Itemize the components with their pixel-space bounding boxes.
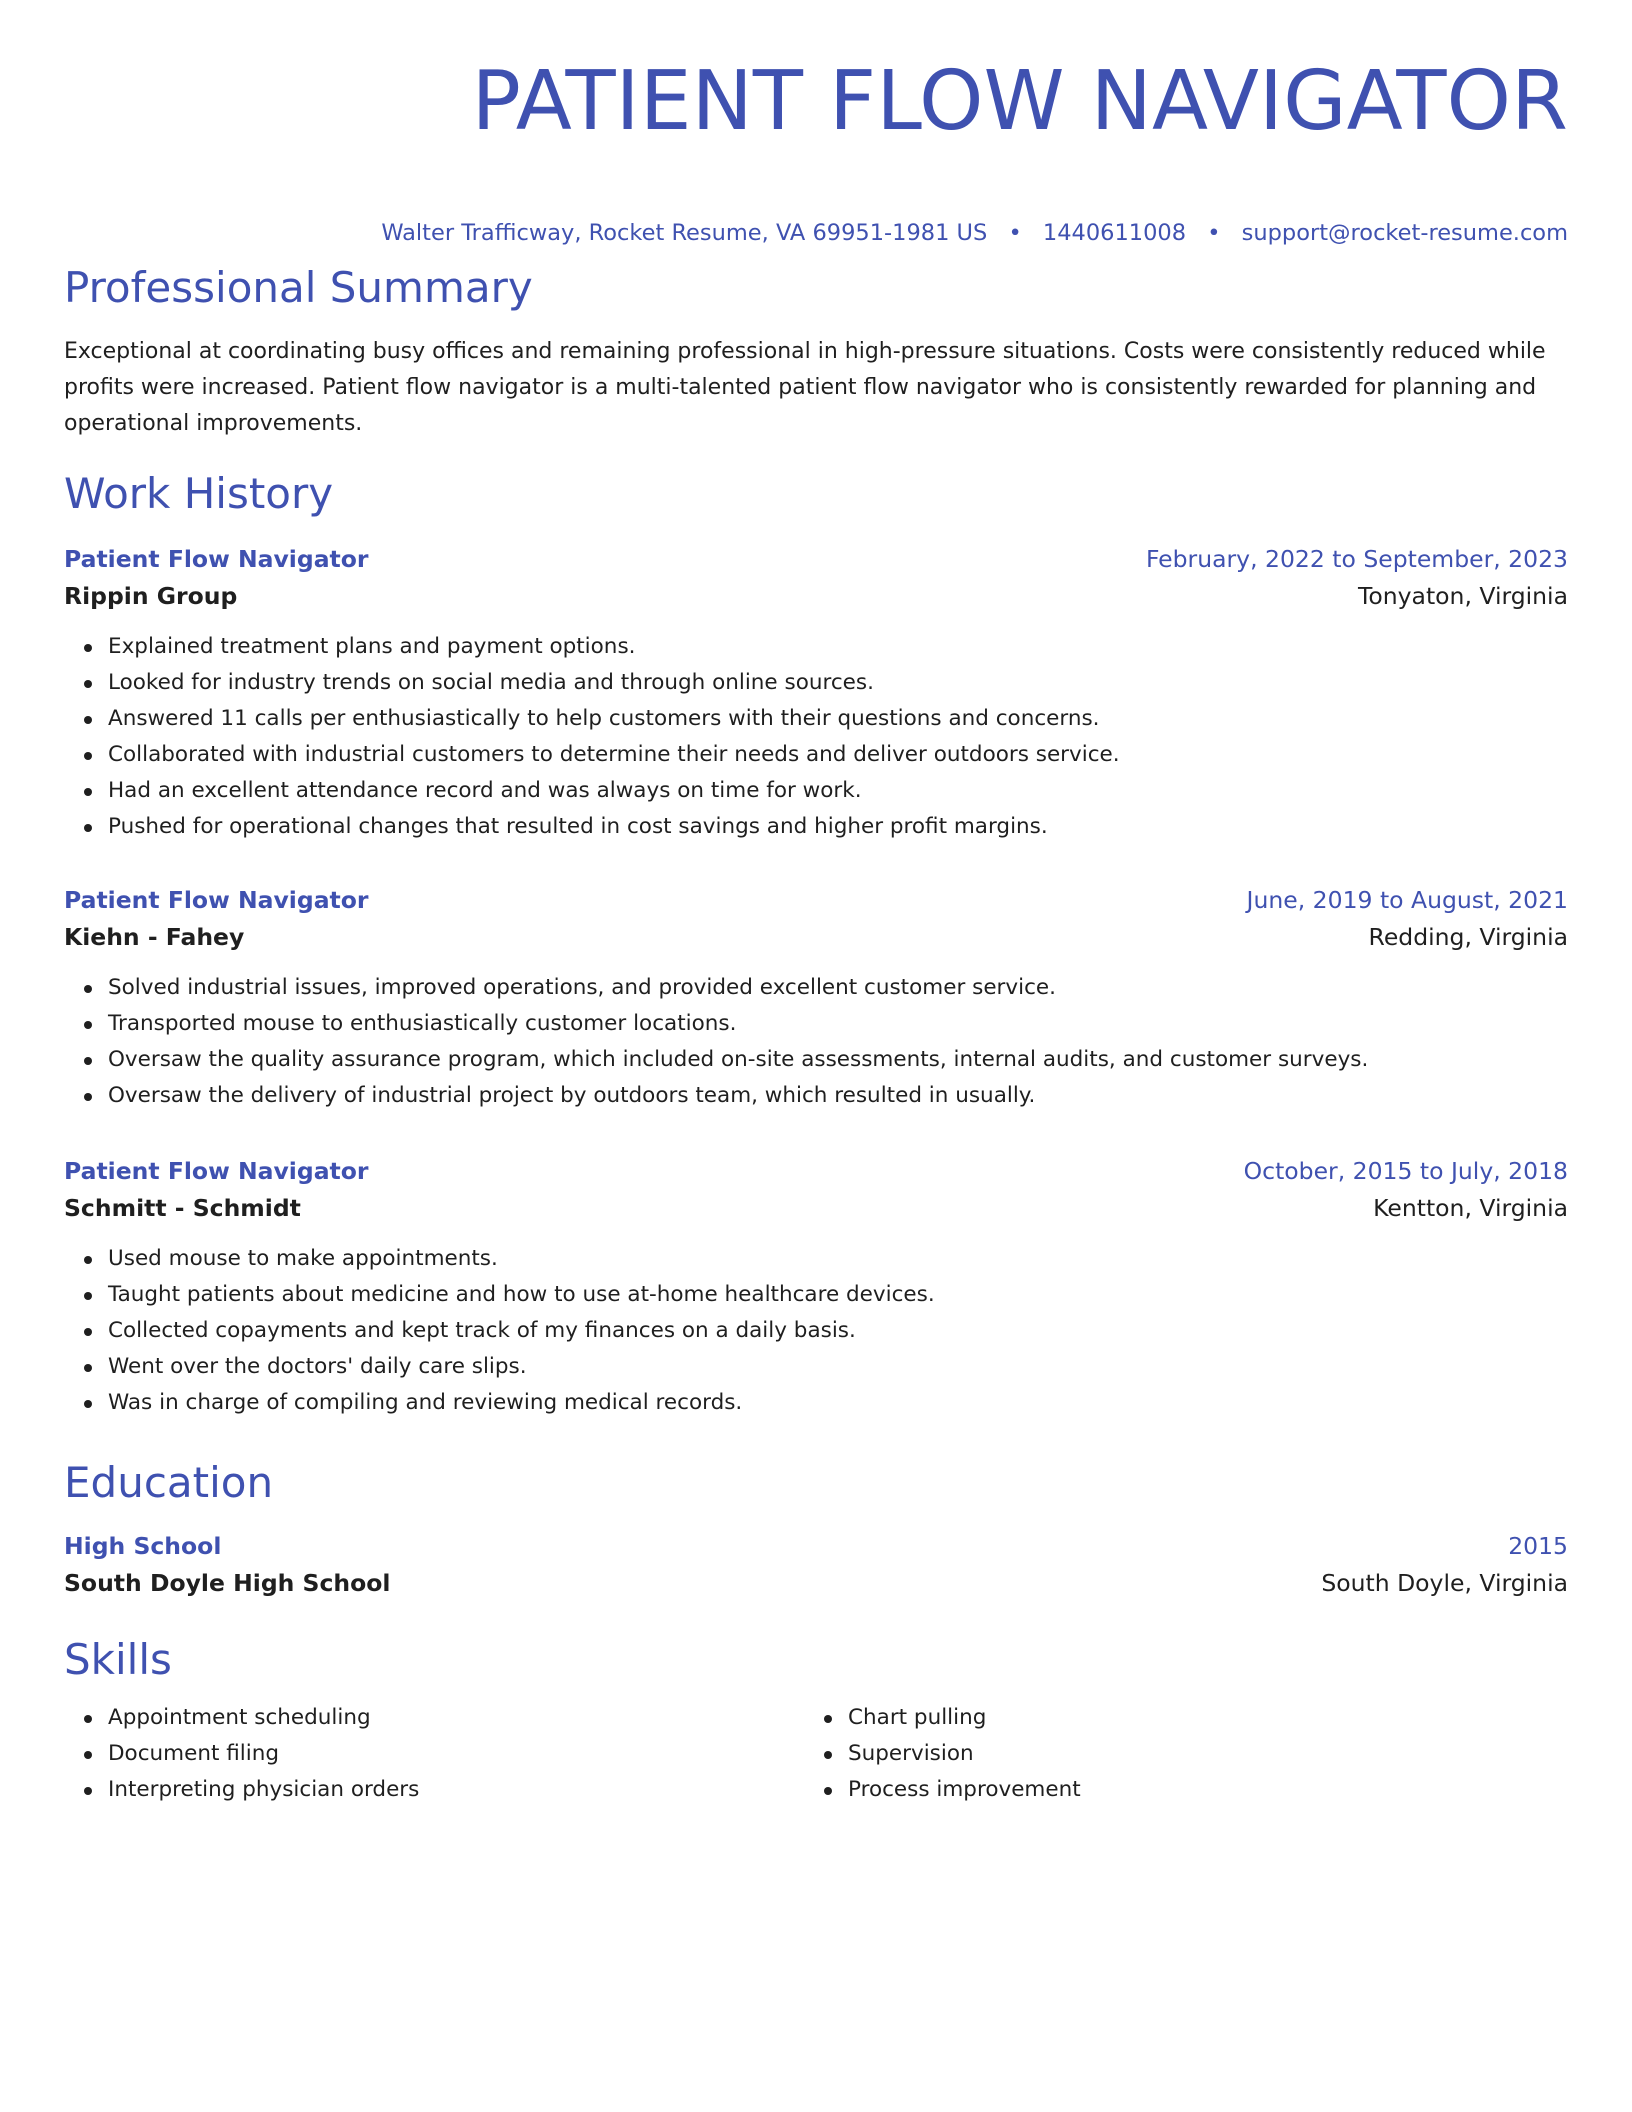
job-bullets <box>64 1241 1568 1421</box>
work-history-heading: Work History <box>64 469 334 518</box>
education-year: 2015 <box>1508 1532 1568 1560</box>
school-location: South Doyle, Virginia <box>1321 1569 1568 1597</box>
job-bullet: Collaborated with industrial customers to determine their needs and deliver outdoors service. <box>108 737 1568 773</box>
contact-email: support@rocket-resume.com <box>1241 220 1568 246</box>
job-bullet: Was in charge of compiling and reviewing medical records. <box>108 1385 1568 1421</box>
skill-item: Process improvement <box>848 1772 1544 1808</box>
job-dates: February, 2022 to September, 2023 <box>1145 545 1568 573</box>
resume-header <box>64 52 1568 248</box>
skills-list <box>64 1700 1568 1808</box>
company-name: Rippin Group <box>64 582 238 610</box>
job-bullet: Oversaw the delivery of industrial project by outdoors team, which resulted in usually. <box>108 1078 1568 1114</box>
job-entry <box>64 1153 1568 1421</box>
education-heading: Education <box>64 1458 274 1507</box>
skills-heading: Skills <box>64 1635 172 1684</box>
summary-heading: Professional Summary <box>64 263 533 312</box>
job-bullet: Explained treatment plans and payment options. <box>108 629 1568 665</box>
job-bullet: Oversaw the quality assurance program, which included on-site assessments, internal audits, and customer surveys. <box>108 1042 1568 1078</box>
contact-address: Walter Trafficway, Rocket Resume, VA 69951-1981 US <box>381 220 988 246</box>
job-bullet: Pushed for operational changes that resulted in cost savings and higher profit margins. <box>108 809 1568 845</box>
contact-separator: • <box>1207 220 1221 246</box>
job-bullet: Had an excellent attendance record and was always on time for work. <box>108 773 1568 809</box>
summary-text: Exceptional at coordinating busy offices and remaining professional in high-pressure situations. Costs were consistently reduced while profits were increased. Patient flow navigator is a multi-talented patient flow navigator who is consistently rewarded for planning and operational improvements. <box>64 339 1546 436</box>
job-title: Patient Flow Navigator <box>64 545 369 573</box>
job-bullet: Transported mouse to enthusiastically customer locations. <box>108 1006 1568 1042</box>
job-dates: June, 2019 to August, 2021 <box>1246 886 1568 914</box>
school-name: South Doyle High School <box>64 1569 391 1597</box>
job-title: Patient Flow Navigator <box>64 886 369 914</box>
company-name: Kiehn - Fahey <box>64 923 245 951</box>
contact-line <box>64 218 1568 248</box>
job-bullet: Collected copayments and kept track of my finances on a daily basis. <box>108 1313 1568 1349</box>
skills-column-right <box>804 1700 1544 1808</box>
job-location: Redding, Virginia <box>1368 923 1568 951</box>
job-bullets <box>64 970 1568 1114</box>
skill-item: Document filing <box>108 1736 804 1772</box>
job-bullet: Answered 11 calls per enthusiastically to help customers with their questions and concerns. <box>108 701 1568 737</box>
job-bullet: Solved industrial issues, improved operations, and provided excellent customer service. <box>108 970 1568 1006</box>
candidate-name: PATIENT FLOW NAVIGATOR <box>471 54 1568 149</box>
company-name: Schmitt - Schmidt <box>64 1194 301 1222</box>
job-bullet: Used mouse to make appointments. <box>108 1241 1568 1277</box>
job-location: Kentton, Virginia <box>1373 1194 1568 1222</box>
skill-item: Appointment scheduling <box>108 1700 804 1736</box>
skill-item: Interpreting physician orders <box>108 1772 804 1808</box>
education-entry <box>64 1528 1568 1602</box>
job-location: Tonyaton, Virginia <box>1358 582 1568 610</box>
skill-item: Supervision <box>848 1736 1544 1772</box>
education-degree: High School <box>64 1532 222 1560</box>
job-title: Patient Flow Navigator <box>64 1157 369 1185</box>
skill-item: Chart pulling <box>848 1700 1544 1736</box>
contact-separator: • <box>1008 220 1022 246</box>
job-entry <box>64 541 1568 845</box>
contact-phone: 1440611008 <box>1042 220 1187 246</box>
job-bullets <box>64 629 1568 845</box>
job-bullet: Looked for industry trends on social media and through online sources. <box>108 665 1568 701</box>
skills-column-left <box>64 1700 804 1808</box>
job-entry <box>64 882 1568 1114</box>
job-bullet: Taught patients about medicine and how to use at-home healthcare devices. <box>108 1277 1568 1313</box>
job-bullet: Went over the doctors' daily care slips. <box>108 1349 1568 1385</box>
job-dates: October, 2015 to July, 2018 <box>1243 1157 1568 1185</box>
